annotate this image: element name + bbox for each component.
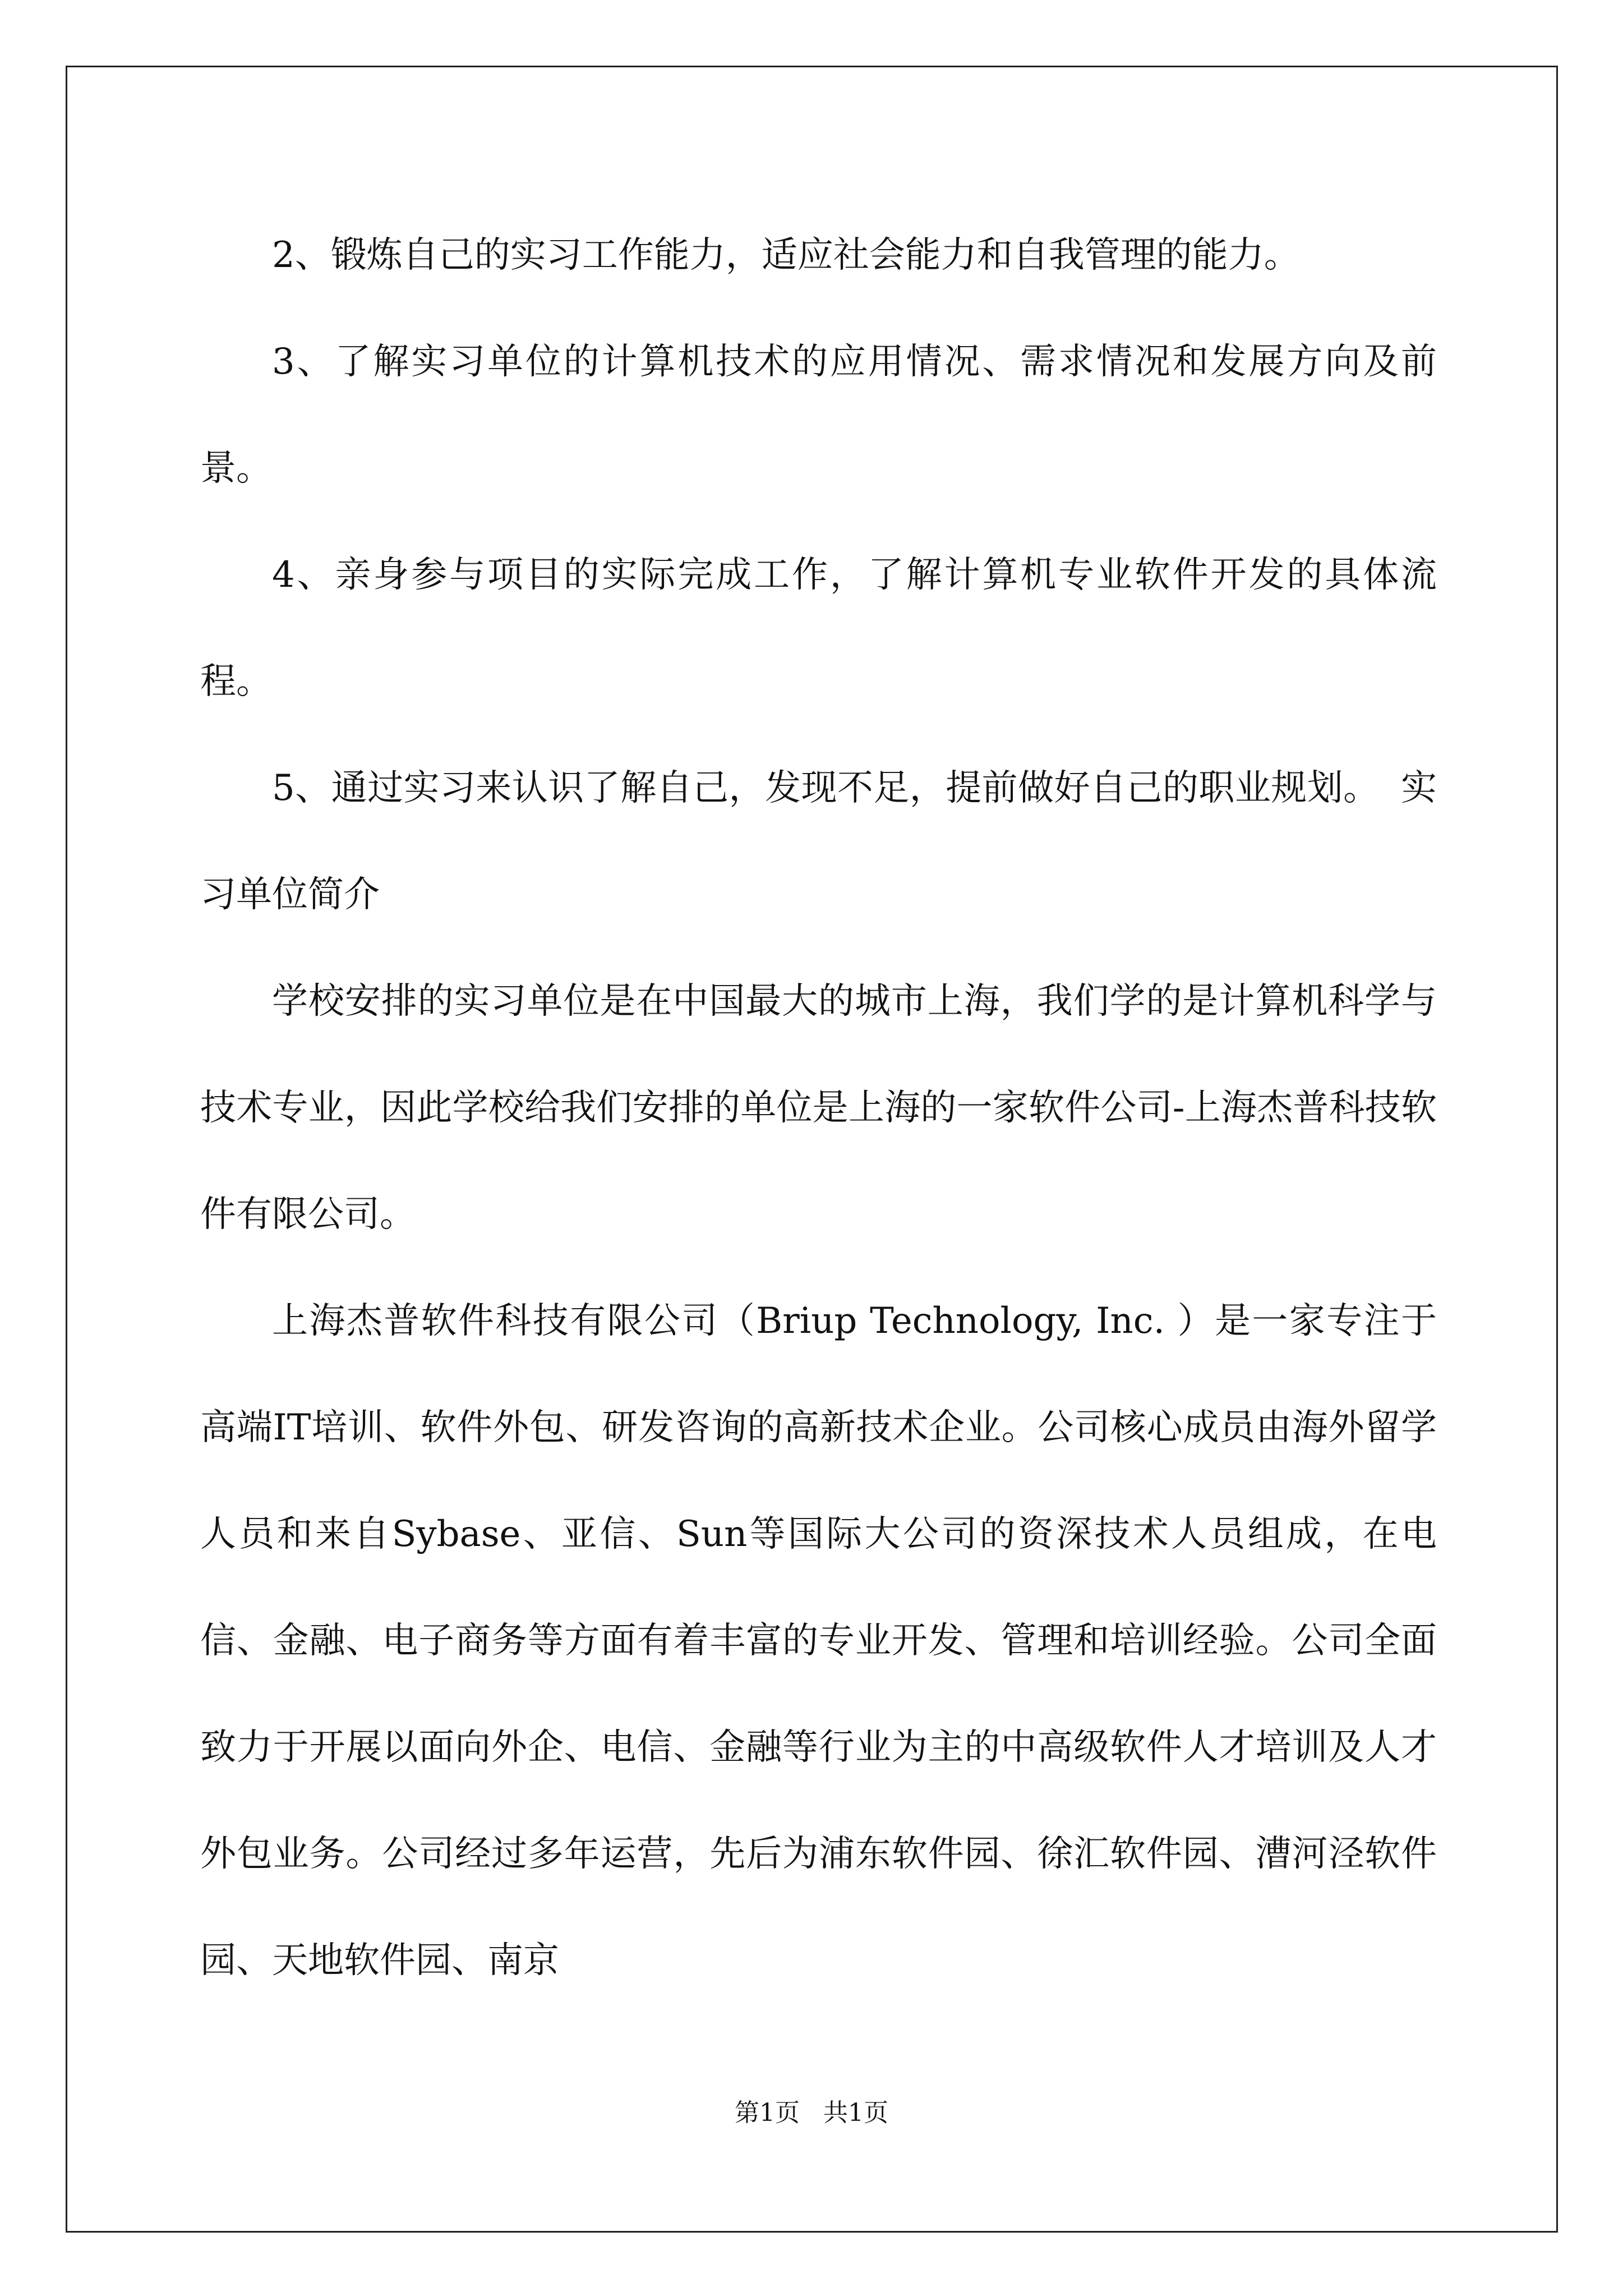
paragraph-item-5	[200, 735, 1437, 948]
document-body	[200, 202, 1437, 2014]
paragraph-school-arrangement	[200, 948, 1437, 1268]
paragraph-company-intro	[200, 1268, 1437, 2014]
paragraph-item-2	[200, 202, 1437, 309]
paragraph-item-3	[200, 309, 1437, 522]
section-heading: 实习单位简介	[200, 767, 1437, 915]
paragraph-text: 上海杰普软件科技有限公司（Briup Technology, Inc. ）是一家专注于高端IT培训、软件外包、研发咨询的高新技术企业。公司核心成员由海外留学人员和来自Sybase、亚信、Sun等国际大公司的资深技术人员组成，在电信、金融、电子商务等方面有着丰富的专业开发、管理和培训经验。公司全面致力于开展以面向外企、电信、金融等行业为主的中高级软件人才培训及人才外包业务。公司经过多年运营，先后为浦东软件园、徐汇软件园、漕河泾软件园、天地软件园、南京	[200, 1300, 1437, 1981]
paragraph-item-4	[200, 522, 1437, 735]
page-number-footer: 第1页 共1页	[735, 2099, 888, 2127]
paragraph-text: 5、通过实习来认识了解自己，发现不足，提前做好自己的职业规划。	[272, 767, 1380, 809]
paragraph-text: 学校安排的实习单位是在中国最大的城市上海，我们学的是计算机科学与技术专业，因此学校给我们安排的单位是上海的一家软件公司-上海杰普科技软件有限公司。	[200, 981, 1437, 1235]
paragraph-text: 4、亲身参与项目的实际完成工作，了解计算机专业软件开发的具体流程。	[200, 554, 1437, 702]
paragraph-text: 2、锻炼自己的实习工作能力，适应社会能力和自我管理的能力。	[272, 234, 1300, 276]
paragraph-text: 3、了解实习单位的计算机技术的应用情况、需求情况和发展方向及前景。	[200, 341, 1437, 489]
